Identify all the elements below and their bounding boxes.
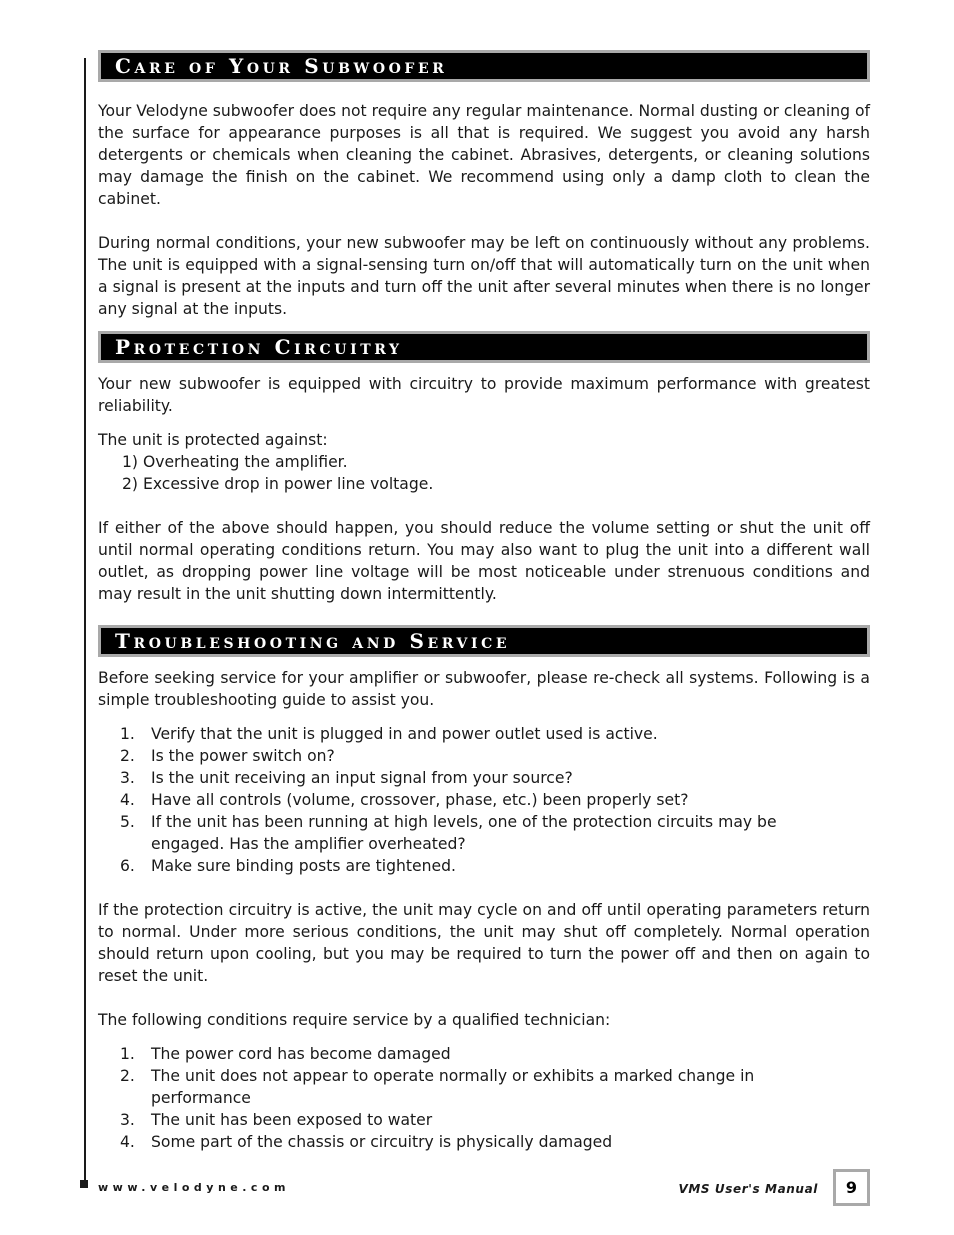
protection-section-header xyxy=(98,331,870,363)
list-item: 2. The unit does not appear to operate normally or exhibits a marked change in performance xyxy=(120,1067,755,1107)
protection-closing: If either of the above should happen, you should reduce the volume setting or shut the unit off until normal operating conditions return. You may also want to plug the unit into a different wall outlet, as dropping power line voltage will be most noticeable under strenuous conditions and may result in the unit shutting down intermittently. xyxy=(98,519,870,603)
care-section-header xyxy=(98,50,870,82)
list-item: 4. Have all controls (volume, crossover, phase, etc.) been properly set? xyxy=(120,791,689,809)
list-item: 6. Make sure binding posts are tightened. xyxy=(120,857,456,875)
left-margin-rule-cap xyxy=(80,1180,88,1188)
troubleshooting-section-header xyxy=(98,625,870,657)
care-section-title: Care of Your Subwoofer xyxy=(115,54,448,78)
list-item: 1. The power cord has become damaged xyxy=(120,1045,451,1063)
list-item: 4. Some part of the chassis or circuitry is physically damaged xyxy=(120,1133,613,1151)
troubleshooting-intro: Before seeking service for your amplifier or subwoofer, please re-check all systems. Following is a simple troubleshooting guide to assist you. xyxy=(98,669,870,709)
protection-section-title: Protection Circuitry xyxy=(115,335,403,359)
protection-list-item: 2) Excessive drop in power line voltage. xyxy=(122,475,434,493)
care-paragraph-1: Your Velodyne subwoofer does not require any regular maintenance. Normal dusting or cleaning of the surface for appearance purposes is all that is required. We suggest you avoid any harsh detergents or chemicals when cleaning the cabinet. Abrasives, detergents, or cleaning solutions may damage the finish on the cabinet. We recommend using only a damp cloth to clean the cabinet. xyxy=(98,102,870,208)
service-intro: The following conditions require service by a qualified technician: xyxy=(98,1011,611,1029)
page-content xyxy=(98,50,870,1153)
troubleshooting-section-title: Troubleshooting and Service xyxy=(115,629,511,653)
protection-active-note: If the protection circuitry is active, the unit may cycle on and off until operating parameters return to normal. Under more serious conditions, the unit may shut off completely. Normal operation should return upon cooling, but you may be required to turn the power off and then on again to reset the unit. xyxy=(98,901,870,985)
list-item: 2. Is the power switch on? xyxy=(120,747,335,765)
troubleshooting-checklist xyxy=(98,723,870,877)
footer-website-link[interactable]: www.velodyne.com xyxy=(98,1181,290,1194)
service-conditions-list xyxy=(98,1043,870,1153)
page-number: 9 xyxy=(836,1172,867,1203)
protection-intro: Your new subwoofer is equipped with circuitry to provide maximum performance with greatest reliability. xyxy=(98,375,870,415)
protection-list xyxy=(98,451,870,495)
footer-manual-title: VMS User's Manual xyxy=(678,1182,818,1196)
list-item: 5. If the unit has been running at high levels, one of the protection circuits may be engaged. Has the amplifier overheated? xyxy=(120,813,777,853)
protection-list-intro: The unit is protected against: xyxy=(98,431,328,449)
page-number-box xyxy=(833,1169,870,1206)
care-paragraph-2: During normal conditions, your new subwoofer may be left on continuously without any problems. The unit is equipped with a signal-sensing turn on/off that will automatically turn on the unit when a signal is present at the inputs and turn off the unit after several minutes when there is no longer any signal at the inputs. xyxy=(98,234,870,318)
left-margin-rule xyxy=(84,58,86,1188)
list-item: 1. Verify that the unit is plugged in and power outlet used is active. xyxy=(120,725,658,743)
list-item: 3. The unit has been exposed to water xyxy=(120,1111,433,1129)
protection-list-item: 1) Overheating the amplifier. xyxy=(122,453,348,471)
list-item: 3. Is the unit receiving an input signal from your source? xyxy=(120,769,573,787)
